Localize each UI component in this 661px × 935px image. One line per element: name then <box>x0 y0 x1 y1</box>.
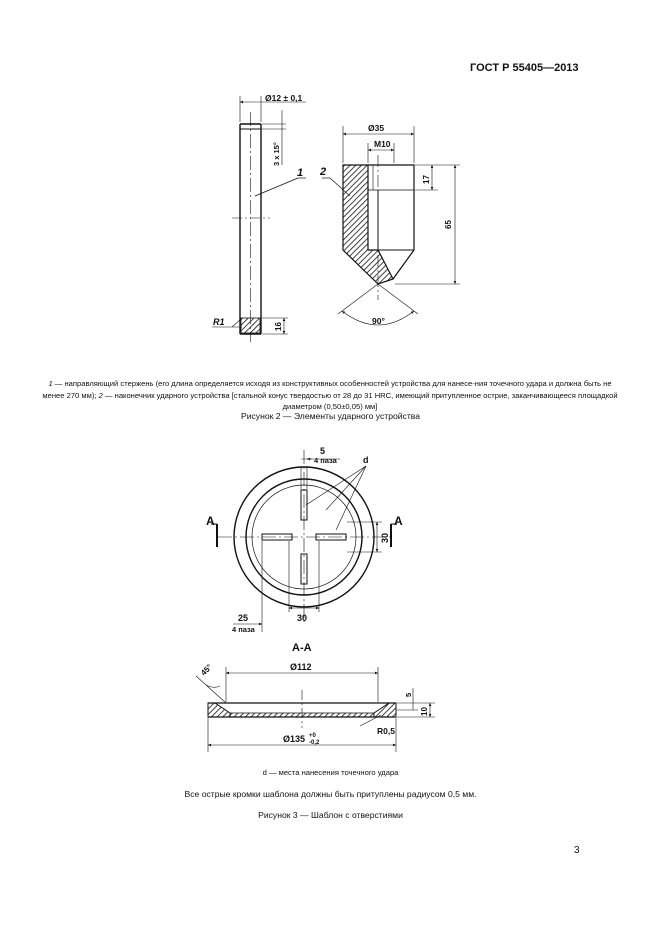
outer-diameter-tol-upper: +0 <box>309 733 316 739</box>
guide-rod-drawing <box>212 96 306 342</box>
template-plan-view <box>211 450 397 632</box>
tip-angle-dim: 90° <box>372 316 385 326</box>
caption-item2-text: — наконечник ударного устройства [стальной конус твердостью от 28 до 31 HRC, имеющий притупленное острие, заканчивающееся площадкой диаметром (0,50±0,05) мм] <box>102 390 618 411</box>
tip-diameter-dim: Ø35 <box>368 123 385 133</box>
standard-designation: ГОСТ Р 55405—2013 <box>470 62 579 74</box>
radius-dim: R1 <box>213 317 225 327</box>
figure2-caption <box>40 378 620 413</box>
slot-width-count: 4 паза <box>314 456 337 465</box>
bevel-angle-dim: 45° <box>199 662 214 678</box>
thickness-dim: 10 <box>420 707 429 716</box>
slot-length-count: 4 паза <box>232 625 255 634</box>
chamfer-dim: 3 x 15° <box>272 142 281 166</box>
figure3-title: Рисунок 3 — Шаблон с отверстиями <box>258 810 403 820</box>
slot-spacing-vertical-dim: 30 <box>380 532 390 543</box>
outer-diameter-dim: Ø135 <box>283 734 306 744</box>
caption-item1-number: 1 <box>48 379 53 388</box>
section-marker-right: A <box>394 514 403 528</box>
figure2-title: Рисунок 2 — Элементы ударного устройства <box>240 411 421 421</box>
impact-mark-label: d <box>363 455 369 465</box>
section-marker-left: A <box>206 514 215 528</box>
impact-tip-drawing <box>322 126 460 325</box>
caption-item2-number: 2 <box>98 390 103 400</box>
step-height-dim: 5 <box>404 692 413 697</box>
thread-depth-dim: 17 <box>422 175 431 184</box>
tip-length-dim: 65 <box>444 220 453 229</box>
slot-spacing-horizontal-dim: 30 <box>297 613 308 623</box>
figure3-note: Все острые кромки шаблона должны быть притуплены радиусом 0,5 мм. <box>184 789 477 799</box>
inner-diameter-dim: Ø112 <box>290 662 312 672</box>
section-title: А-А <box>292 642 312 654</box>
slot-width-dim: 5 <box>320 446 326 456</box>
caption-item1-text: — направляющий стержень (его длина определяется исходя из конструктивных особенностей устройства для нанесе-ния точечного удара и должна быть не менее 270 мм); <box>42 379 612 400</box>
figure3-legend: d — места нанесения точечного удара <box>262 768 399 777</box>
outer-diameter-tol-lower: -0,2 <box>309 740 320 746</box>
callout-2: 2 <box>320 166 327 178</box>
rod-diameter-dim: Ø12 ± 0,1 <box>265 93 303 103</box>
page-number: 3 <box>574 845 580 856</box>
slot-length-dim: 25 <box>238 613 249 623</box>
edge-radius-dim: R0,5 <box>377 726 395 736</box>
callout-1: 1 <box>297 167 304 179</box>
end-length-dim: 16 <box>274 322 283 331</box>
thread-dim: M10 <box>374 139 391 149</box>
